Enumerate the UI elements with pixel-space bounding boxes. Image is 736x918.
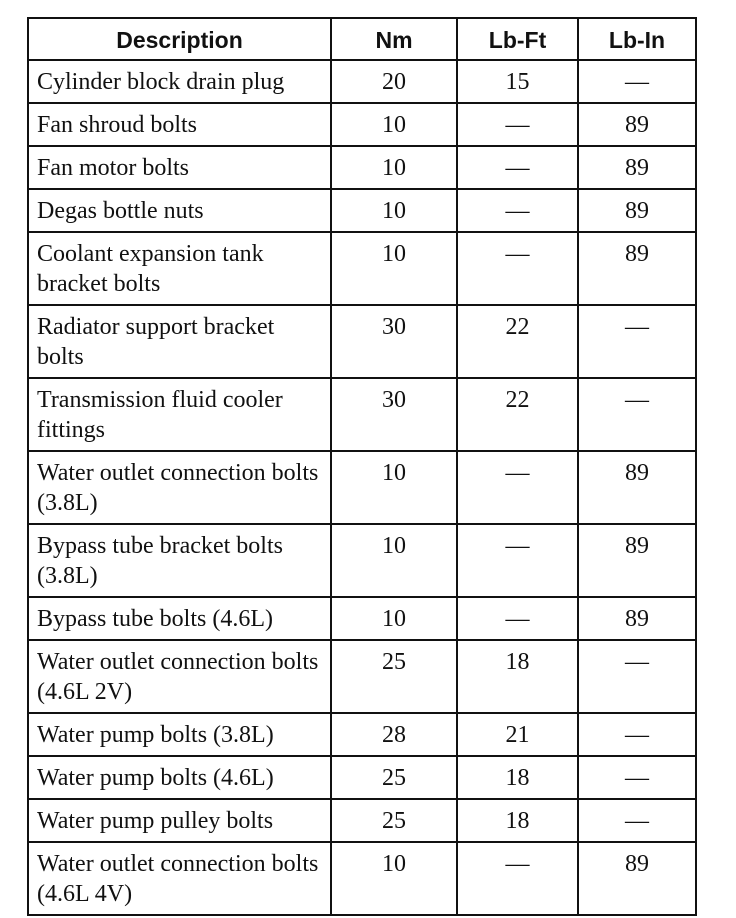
cell-lb-ft: — bbox=[457, 232, 578, 305]
cell-description: Transmission fluid cooler fittings bbox=[28, 378, 331, 451]
cell-description: Water pump bolts (4.6L) bbox=[28, 756, 331, 799]
cell-lb-in: — bbox=[578, 60, 696, 103]
cell-lb-in: 89 bbox=[578, 232, 696, 305]
cell-nm: 10 bbox=[331, 524, 457, 597]
table-row bbox=[28, 378, 696, 451]
table-row bbox=[28, 713, 696, 756]
table-row bbox=[28, 189, 696, 232]
cell-nm: 25 bbox=[331, 640, 457, 713]
table-row bbox=[28, 524, 696, 597]
cell-description: Water outlet connection bolts (4.6L 4V) bbox=[28, 842, 331, 915]
cell-description: Water pump bolts (3.8L) bbox=[28, 713, 331, 756]
cell-lb-in: 89 bbox=[578, 524, 696, 597]
table-row bbox=[28, 146, 696, 189]
cell-nm: 10 bbox=[331, 597, 457, 640]
header-lb-ft: Lb-Ft bbox=[457, 18, 578, 60]
header-nm: Nm bbox=[331, 18, 457, 60]
table-row bbox=[28, 799, 696, 842]
cell-description: Degas bottle nuts bbox=[28, 189, 331, 232]
table-row bbox=[28, 305, 696, 378]
cell-lb-ft: 22 bbox=[457, 305, 578, 378]
header-lb-in: Lb-In bbox=[578, 18, 696, 60]
cell-lb-in: — bbox=[578, 799, 696, 842]
cell-lb-ft: — bbox=[457, 597, 578, 640]
cell-description: Water pump pulley bolts bbox=[28, 799, 331, 842]
cell-lb-in: 89 bbox=[578, 597, 696, 640]
cell-description: Water outlet connection bolts (4.6L 2V) bbox=[28, 640, 331, 713]
cell-nm: 10 bbox=[331, 103, 457, 146]
cell-description: Fan shroud bolts bbox=[28, 103, 331, 146]
cell-nm: 20 bbox=[331, 60, 457, 103]
cell-nm: 25 bbox=[331, 799, 457, 842]
table-row bbox=[28, 597, 696, 640]
table-row bbox=[28, 60, 696, 103]
cell-nm: 28 bbox=[331, 713, 457, 756]
cell-lb-in: — bbox=[578, 756, 696, 799]
cell-nm: 10 bbox=[331, 232, 457, 305]
cell-nm: 25 bbox=[331, 756, 457, 799]
cell-description: Cylinder block drain plug bbox=[28, 60, 331, 103]
cell-lb-ft: — bbox=[457, 189, 578, 232]
cell-nm: 30 bbox=[331, 305, 457, 378]
torque-specifications-table bbox=[27, 17, 697, 916]
cell-description: Bypass tube bolts (4.6L) bbox=[28, 597, 331, 640]
cell-nm: 10 bbox=[331, 451, 457, 524]
cell-lb-ft: 15 bbox=[457, 60, 578, 103]
table-row bbox=[28, 103, 696, 146]
cell-lb-in: 89 bbox=[578, 146, 696, 189]
cell-lb-ft: 21 bbox=[457, 713, 578, 756]
cell-lb-in: 89 bbox=[578, 451, 696, 524]
cell-lb-in: 89 bbox=[578, 842, 696, 915]
cell-nm: 10 bbox=[331, 842, 457, 915]
table-row bbox=[28, 842, 696, 915]
cell-description: Fan motor bolts bbox=[28, 146, 331, 189]
cell-lb-in: — bbox=[578, 713, 696, 756]
header-description: Description bbox=[28, 18, 331, 60]
cell-lb-in: — bbox=[578, 305, 696, 378]
cell-lb-ft: 18 bbox=[457, 756, 578, 799]
cell-description: Bypass tube bracket bolts (3.8L) bbox=[28, 524, 331, 597]
table-row bbox=[28, 232, 696, 305]
cell-lb-ft: — bbox=[457, 524, 578, 597]
cell-lb-in: — bbox=[578, 378, 696, 451]
table-row bbox=[28, 451, 696, 524]
cell-nm: 30 bbox=[331, 378, 457, 451]
cell-lb-ft: — bbox=[457, 451, 578, 524]
cell-description: Water outlet connection bolts (3.8L) bbox=[28, 451, 331, 524]
cell-lb-in: 89 bbox=[578, 103, 696, 146]
cell-lb-ft: — bbox=[457, 842, 578, 915]
table-row bbox=[28, 756, 696, 799]
cell-nm: 10 bbox=[331, 189, 457, 232]
cell-lb-in: — bbox=[578, 640, 696, 713]
cell-lb-ft: 22 bbox=[457, 378, 578, 451]
table-row bbox=[28, 640, 696, 713]
cell-description: Radiator support bracket bolts bbox=[28, 305, 331, 378]
cell-lb-in: 89 bbox=[578, 189, 696, 232]
cell-lb-ft: — bbox=[457, 146, 578, 189]
cell-lb-ft: 18 bbox=[457, 640, 578, 713]
cell-description: Coolant expansion tank bracket bolts bbox=[28, 232, 331, 305]
cell-lb-ft: — bbox=[457, 103, 578, 146]
cell-nm: 10 bbox=[331, 146, 457, 189]
cell-lb-ft: 18 bbox=[457, 799, 578, 842]
header-row bbox=[28, 18, 696, 60]
